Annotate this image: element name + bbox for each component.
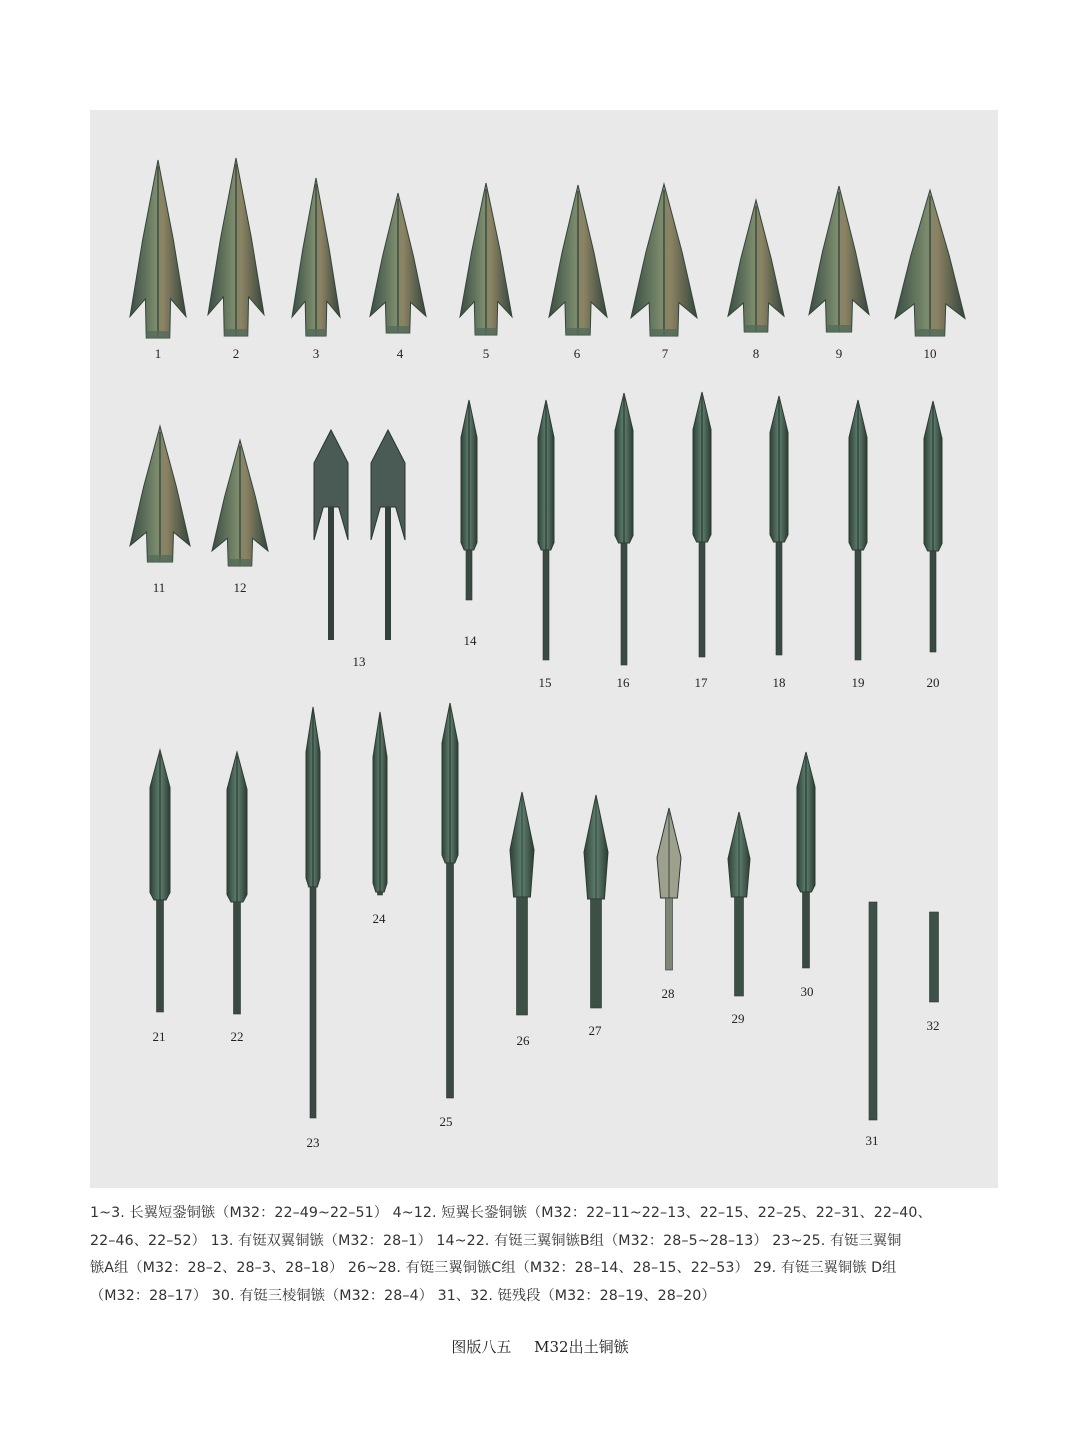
arrowhead-31	[869, 902, 877, 1120]
arrowhead-23	[306, 707, 320, 1118]
arrowhead-photographs	[90, 110, 998, 1188]
caption-line-1: 1~3. 长翼短銎铜镞（M32：22–49~22–51） 4~12. 短翼长銎铜镞（M32：22–11~22–13、22–15、22–25、22–31、22–40、	[90, 1205, 932, 1221]
arrowhead-25	[442, 703, 458, 1098]
arrowhead-6	[549, 185, 607, 335]
specimen-number-13: 13	[352, 654, 366, 669]
arrowhead-29	[728, 812, 750, 996]
arrowhead-32	[930, 912, 939, 1002]
arrowhead-18	[770, 396, 788, 655]
specimen-number-17: 17	[694, 675, 708, 690]
arrowhead-1	[130, 160, 186, 338]
specimen-number-21: 21	[152, 1029, 166, 1044]
arrowhead-10	[895, 190, 965, 336]
arrowhead-2	[208, 158, 264, 336]
specimen-number-1: 1	[154, 346, 162, 361]
specimen-number-29: 29	[731, 1011, 745, 1026]
specimen-number-18: 18	[772, 675, 786, 690]
arrowhead-15	[538, 400, 554, 660]
specimen-number-11: 11	[152, 580, 166, 595]
specimen-number-19: 19	[851, 675, 865, 690]
arrowhead-30	[797, 752, 815, 968]
photo-plate	[90, 110, 998, 1188]
arrowhead-27	[584, 795, 608, 1008]
caption-line-4: （M32：28–17） 30. 有铤三棱铜镞（M32：28–4） 31、32. 铤残段（M32：28–19、28–20）	[90, 1287, 716, 1304]
arrowhead-8	[728, 200, 784, 332]
specimen-number-8: 8	[752, 346, 760, 361]
specimen-number-30: 30	[800, 984, 814, 999]
specimen-number-28: 28	[661, 986, 675, 1001]
arrowhead-13	[314, 430, 348, 640]
specimen-number-5: 5	[482, 346, 490, 361]
specimen-number-22: 22	[230, 1029, 244, 1044]
specimen-number-12: 12	[233, 580, 247, 595]
specimen-number-6: 6	[573, 346, 581, 361]
plate-caption	[90, 1200, 1000, 1310]
arrowhead-5	[460, 183, 512, 335]
specimen-number-7: 7	[661, 346, 669, 361]
arrowhead-22	[227, 752, 247, 1014]
arrowhead-20	[924, 401, 942, 652]
arrowhead-28	[657, 808, 681, 970]
caption-line-3: 镞A组（M32：28–2、28–3、28–18） 26~28. 有铤三翼铜镞C组（M32：28–14、28–15、22–53） 29. 有铤三翼铜镞 D组	[90, 1260, 897, 1276]
arrowhead-7	[631, 184, 697, 336]
specimen-number-20: 20	[926, 675, 940, 690]
arrowhead-11	[130, 426, 190, 562]
arrowhead-21	[150, 750, 170, 1012]
arrowhead-24	[373, 712, 387, 895]
arrowhead-9	[809, 186, 869, 332]
arrowhead-16	[615, 393, 633, 665]
specimen-number-16: 16	[616, 675, 630, 690]
specimen-number-25: 25	[439, 1114, 453, 1129]
arrowhead-19	[849, 400, 867, 660]
specimen-number-23: 23	[306, 1135, 320, 1150]
caption-line-2: 22–46、22–52） 13. 有铤双翼铜镞（M32：28–1） 14~22. 有铤三翼铜镞B组（M32：28–5~28–13） 23~25. 有铤三翼铜	[90, 1232, 902, 1249]
arrowhead-12	[212, 440, 268, 566]
specimen-number-15: 15	[538, 675, 552, 690]
arrowhead-17	[693, 392, 711, 657]
arrowhead-26	[510, 792, 534, 1015]
specimen-number-24: 24	[372, 911, 386, 926]
specimen-number-26: 26	[516, 1033, 530, 1048]
specimen-number-10: 10	[923, 346, 937, 361]
specimen-number-2: 2	[232, 346, 240, 361]
arrowhead-4	[370, 193, 426, 333]
specimen-number-3: 3	[312, 346, 320, 361]
specimen-number-27: 27	[588, 1023, 602, 1038]
specimen-number-31: 31	[865, 1133, 879, 1148]
specimen-number-32: 32	[926, 1018, 940, 1033]
specimen-number-4: 4	[396, 346, 404, 361]
arrowhead-13	[371, 430, 405, 640]
arrowhead-3	[292, 178, 340, 336]
plate-title: 图版八五 M32出土铜镞	[451, 1338, 629, 1356]
specimen-number-9: 9	[835, 346, 843, 361]
arrowhead-14	[461, 400, 477, 600]
specimen-number-14: 14	[463, 633, 477, 648]
